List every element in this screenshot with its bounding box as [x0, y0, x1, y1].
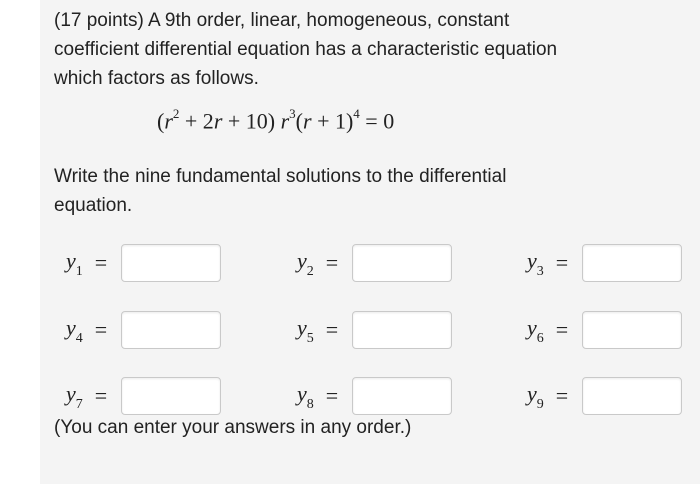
equals-sign: =: [325, 250, 339, 275]
solution-cell-y4: [66, 308, 221, 352]
eq-part: = 0: [359, 108, 395, 134]
solution-label: $y_2$: [297, 247, 314, 280]
solution-label: $y_8$: [297, 380, 314, 413]
eq-part: + 2: [179, 108, 214, 134]
solution-label: $y_9$: [527, 380, 544, 413]
solution-cell-y9: [527, 374, 682, 418]
eq-part: (: [157, 108, 165, 134]
answer-input-y8[interactable]: [352, 377, 452, 415]
solution-label: $y_6$: [527, 314, 544, 347]
equals-sign: =: [555, 250, 569, 275]
equals-sign: =: [555, 317, 569, 342]
answer-input-y3[interactable]: [582, 244, 682, 282]
equals-sign: =: [94, 250, 108, 275]
eq-exponent: 3: [289, 106, 296, 121]
equals-sign: =: [94, 317, 108, 342]
answer-input-y7[interactable]: [121, 377, 221, 415]
solution-cell-y3: [527, 241, 682, 285]
solution-cell-y1: [66, 241, 221, 285]
answer-input-y9[interactable]: [582, 377, 682, 415]
answer-input-y2[interactable]: [352, 244, 452, 282]
equals-sign: =: [325, 317, 339, 342]
problem-statement: (17 points) A 9th order, linear, homogeneous, constant coefficient differential equation has a characteristic equation which factors as follows.: [54, 10, 558, 89]
equals-sign: =: [555, 383, 569, 408]
solution-label: $y_4$: [66, 314, 83, 347]
solution-cell-y5: [297, 308, 452, 352]
eq-var: r: [303, 108, 312, 134]
equals-sign: =: [94, 383, 108, 408]
answer-input-y5[interactable]: [352, 311, 452, 349]
eq-exponent: 4: [353, 106, 360, 121]
solution-label: $y_7$: [66, 380, 83, 413]
answer-input-y1[interactable]: [121, 244, 221, 282]
eq-part: (: [295, 108, 303, 134]
eq-var: r: [164, 108, 173, 134]
answer-input-y6[interactable]: [582, 311, 682, 349]
solution-cell-y6: [527, 308, 682, 352]
eq-exponent: 2: [172, 106, 180, 121]
solution-label: $y_1$: [66, 247, 83, 280]
characteristic-equation: [157, 108, 394, 134]
answer-input-y4[interactable]: [121, 311, 221, 349]
solution-label: $y_5$: [297, 314, 314, 347]
solution-label: $y_3$: [527, 247, 544, 280]
eq-part: + 10): [222, 108, 281, 134]
instruction-text: Write the nine fundamental solutions to the differential equation.: [54, 166, 507, 216]
solution-cell-y7: [66, 374, 221, 418]
eq-var: r: [280, 108, 290, 134]
equals-sign: =: [325, 383, 339, 408]
eq-part: + 1): [311, 108, 354, 134]
answer-order-note: (You can enter your answers in any order.): [54, 417, 412, 438]
solution-cell-y8: [297, 374, 452, 418]
solution-cell-y2: [297, 241, 452, 285]
eq-var: r: [213, 108, 223, 134]
